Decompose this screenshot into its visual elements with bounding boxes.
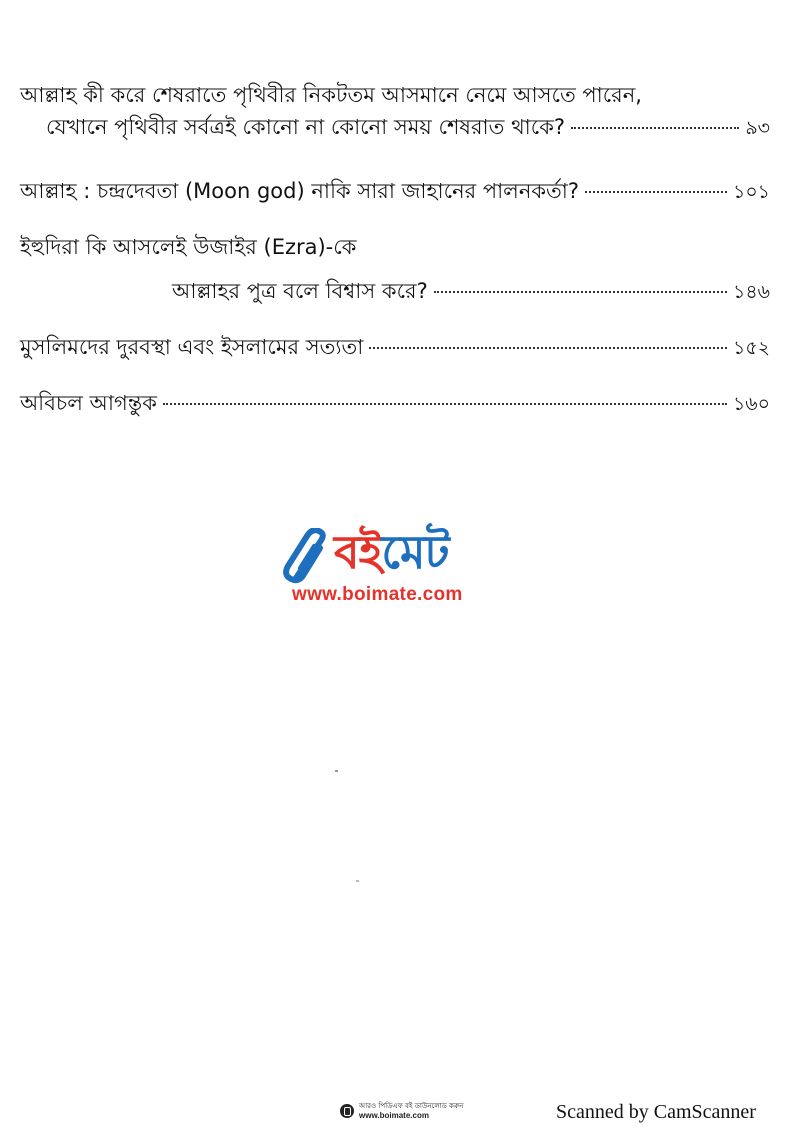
dot-leader [434,291,727,293]
toc-entry-title-continued: আল্লাহর পুত্র বলে বিশ্বাস করে? [172,279,428,303]
scan-speck [335,770,338,772]
toc-page-number: ৯৩ [745,117,770,139]
scanner-credit: Scanned by CamScanner [556,1101,756,1123]
toc-page-number: ১৪৬ [732,281,770,303]
toc-entry-title: অবিচল আগন্তুক [20,391,157,415]
toc-entry[interactable] [20,332,770,388]
toc-entry-title-continued: যেখানে পৃথিবীর সর্বত্রই কোনো না কোনো সময় শেষরাত থাকে? [46,115,566,139]
toc-entry-title: আল্লাহ : চন্দ্রদেবতা (Moon god) নাকি সারা জাহানের পালনকর্তা? [20,179,580,203]
brand-wordmark [334,522,449,582]
paperclip-icon [282,528,332,588]
toc-entry[interactable] [20,80,770,176]
toc-entry[interactable] [20,232,770,332]
brand-part-2: মেট [381,525,449,579]
dot-leader [571,127,739,129]
toc-entry-title: ইহুদিরা কি আসলেই উজাইর (Ezra)-কে [20,235,357,259]
dot-leader [369,347,727,349]
boimate-watermark-logo [282,522,522,612]
toc-entry-title: মুসলিমদের দুরবস্থা এবং ইসলামের সত্যতা [20,335,364,359]
badge-url: www.boimate.com [359,1111,429,1120]
toc-page-number: ১৬০ [732,393,770,415]
toc-page-number: ১৫২ [732,337,770,359]
lock-icon [340,1104,354,1118]
badge-caption: আরও পিডিএফ বই ডাউনলোড করুন [359,1102,464,1110]
brand-url: www.boimate.com [292,584,463,605]
table-of-contents [20,80,770,428]
toc-entry[interactable] [20,176,770,232]
download-badge[interactable] [340,1101,463,1121]
scan-speck [356,880,359,882]
toc-entry[interactable] [20,388,770,428]
toc-entry-title: আল্লাহ কী করে শেষরাতে পৃথিবীর নিকটতম আসমানে নেমে আসতে পারেন, [20,83,642,107]
dot-leader [585,191,727,193]
toc-page-number: ১০১ [732,181,770,203]
brand-part-1: বই [334,525,382,579]
dot-leader [163,403,727,405]
